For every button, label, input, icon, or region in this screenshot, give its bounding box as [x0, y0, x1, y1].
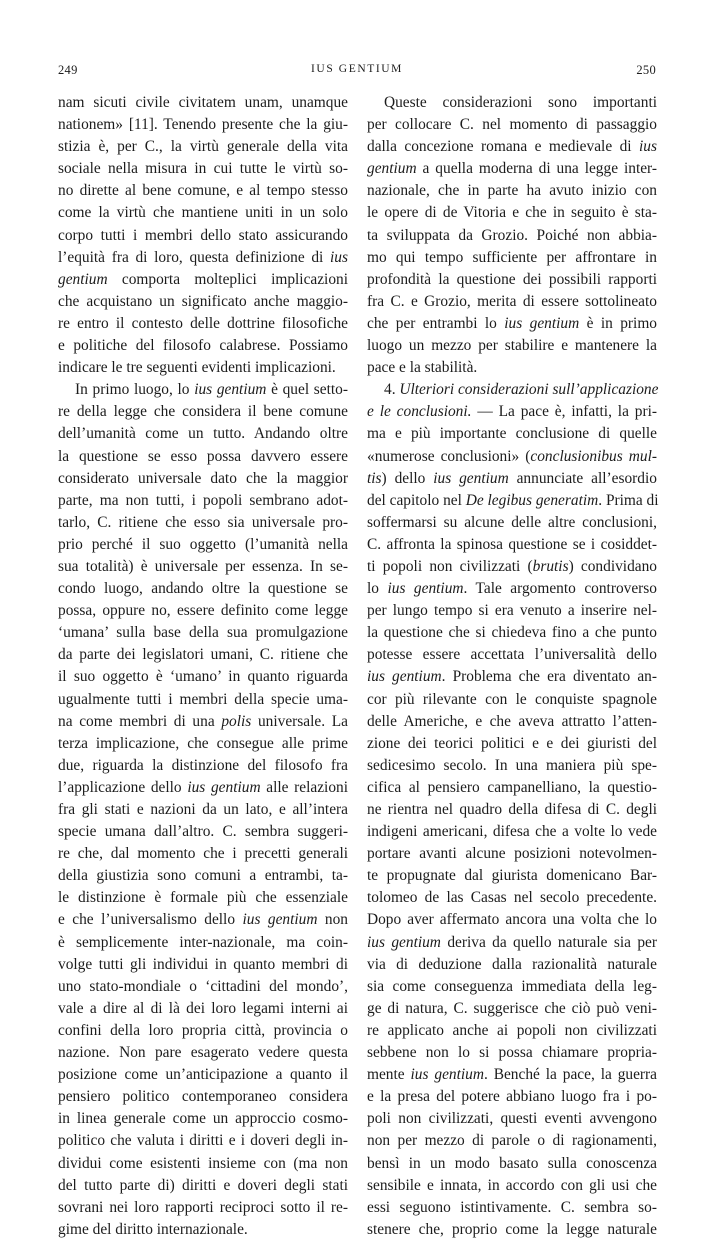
running-title: IUS GENTIUM — [310, 63, 404, 75]
text-line: nationem» [11]. Tenendo presente che la giu- — [58, 116, 348, 134]
text-line: stizia è, per C., la virtù generale della vita — [58, 138, 348, 156]
text-line: mo qui tempo sufficiente per affrontare in — [367, 248, 657, 266]
text-line: le opere di de Vitoria e che in seguito è sta- — [367, 204, 657, 222]
text-line: no dirette al bene comune, e al tempo stesso — [58, 182, 348, 200]
text-line: In primo luogo, lo ius gentium è quel setto- — [75, 381, 348, 399]
text-line: 4. Ulteriori considerazioni sull’applicazione — [384, 381, 659, 399]
text-line: prio perché il suo oggetto (l’umanità nella — [58, 535, 348, 553]
text-line: Queste considerazioni sono importanti — [384, 94, 657, 111]
text-line: e politiche del filosofo calabrese. Possiamo — [58, 337, 348, 355]
text-line: sia come conseguenza immediata della leg- — [367, 977, 657, 995]
text-line: stenere che, proprio come la legge naturale — [367, 1220, 657, 1238]
text-line: fra C. e Grozio, merita di essere sottolineato — [367, 292, 657, 310]
text-line: sovrani nei loro rapporti reciproci sotto il re- — [58, 1198, 348, 1216]
text-line: vale a dire al di là dei loro legami interni ai — [58, 999, 348, 1017]
text-line: della giustizia sono comuni a entrambi, ta- — [58, 867, 348, 885]
text-line: non per mezzo di parole o di ragionamenti, — [367, 1132, 657, 1150]
text-line: è semplicemente inter-nazionale, ma coin- — [58, 933, 348, 951]
text-line: potesse essere accettata l’universalità dello — [367, 646, 657, 664]
text-line: cifica al pensiero campanelliano, la questio- — [367, 778, 657, 796]
text-line: e le conclusioni. — La pace è, infatti, la pri- — [367, 403, 657, 421]
text-line: del capitolo nel De legibus generatim. Prima di — [367, 491, 659, 509]
text-line: dell’umanità come un tutto. Andando oltre — [58, 425, 348, 443]
text-line: soffermarsi su alcune delle altre conclusioni, — [367, 513, 657, 531]
text-line: corpo tutti i membri dello stato assicurando — [58, 226, 348, 244]
text-line: ma e più importante conclusione di quelle — [367, 425, 657, 443]
text-line: le distinzione è formale più che essenziale — [58, 889, 348, 907]
text-line: parte, ma non tutti, i popoli sembrano adot- — [58, 491, 348, 509]
text-line: nazione. Non pare esagerato vedere questa — [58, 1044, 348, 1062]
text-line: gentium comporta molteplici implicazioni — [58, 270, 348, 288]
text-line: nazionale, che in parte ha avuto inizio con — [367, 182, 657, 200]
text-line: ius gentium deriva da quello naturale sia per — [367, 933, 657, 951]
text-line: e la presa del potere abbiano luogo fra i po- — [367, 1088, 657, 1106]
text-line: sensibile e innata, in accordo con gli usi che — [367, 1176, 657, 1194]
text-line: delle Americhe, e che aveva attratto l’atten- — [367, 712, 657, 730]
text-line: re della legge che considera il bene comune — [58, 403, 348, 421]
text-line: te propugnate dal giurista domenicano Bar- — [367, 867, 657, 885]
text-line: ‘umana’ sulla base della sua promulgazione — [58, 624, 348, 642]
text-line: sebbene non lo si possa chiamare propria- — [367, 1044, 657, 1062]
text-line: posizione come un’anticipazione a quanto il — [58, 1066, 348, 1084]
text-line: ius gentium. Problema che era diventato an- — [367, 668, 657, 686]
text-line: la questione che si chiedeva fino a che punto — [367, 624, 657, 642]
text-line: gentium a quella moderna di una legge inter- — [367, 160, 657, 178]
text-line: indicare le tre seguenti evidenti implicazioni. — [58, 359, 336, 377]
left-column — [58, 92, 348, 1241]
text-line: sociale nella misura in cui tutte le virtù so- — [58, 160, 348, 178]
text-line: che acquistano un significato anche maggio- — [58, 292, 348, 310]
text-line: lo ius gentium. Tale argomento controverso — [367, 580, 657, 598]
text-line: portare avanti alcune posizioni notevolmen- — [367, 845, 657, 863]
page-number-left: 249 — [58, 63, 78, 77]
text-line: ti popoli non civilizzati (brutis) condividano — [367, 557, 657, 575]
text-line: Dopo aver affermato ancora una volta che lo — [367, 911, 657, 929]
text-line: ge di natura, C. suggerisce che ciò può veni- — [367, 999, 657, 1017]
text-line: re entro il contesto delle dottrine filosofiche — [58, 314, 348, 332]
text-line: essi seguono istintivamente. C. sembra so- — [367, 1198, 657, 1216]
text-line: terza implicazione, che consegue alle prime — [58, 734, 348, 752]
text-line: C. affronta la spinosa questione se i cosiddet- — [367, 535, 657, 553]
text-line: cor più rilevante con le conquiste spagnole — [367, 690, 657, 708]
text-line: la questione se esso possa davvero essere — [58, 447, 348, 465]
right-column — [367, 92, 657, 1241]
text-line: re che, dal momento che i precetti generali — [58, 845, 348, 863]
text-line: come la virtù che mantiene uniti in un solo — [58, 204, 348, 222]
text-line: fra gli stati e nazioni da un lato, e all’intera — [58, 801, 348, 818]
text-line: l’equità fra di loro, questa definizione di ius — [58, 248, 348, 266]
text-line: sua totalità) è universale per essenza. In se- — [58, 557, 348, 575]
text-line: uno stato-mondiale o ‘cittadini del mondo’, — [58, 977, 348, 995]
text-line: na come membri di una polis universale. La — [58, 712, 348, 730]
running-header — [58, 63, 656, 83]
text-line: pensiero politico contemporaneo considera — [58, 1088, 348, 1106]
text-line: poli non civilizzati, questi eventi avvengono — [367, 1110, 657, 1128]
text-line: mente ius gentium. Benché la pace, la guerra — [367, 1066, 658, 1084]
text-line: tis) dello ius gentium annunciate all’esordio — [367, 469, 657, 487]
text-line: in linea generale come un approccio cosmo- — [58, 1110, 348, 1128]
text-line: il suo oggetto è ‘umano’ in quanto riguarda — [58, 668, 348, 686]
text-line: considerato universale dato che la maggior — [58, 469, 348, 487]
text-line: profondità la questione dei possibili rapporti — [367, 270, 657, 288]
text-line: condo luogo, andando oltre la questione se — [58, 580, 348, 598]
text-line: volge tutti gli individui in quanto membri di — [58, 955, 348, 973]
page-number-right: 250 — [636, 63, 656, 77]
text-line: che per entrambi lo ius gentium è in primo — [367, 314, 657, 332]
text-line: pace e la stabilità. — [367, 359, 478, 377]
text-line: ta sviluppata da Grozio. Poiché non abbia- — [367, 226, 657, 244]
text-line: ugualmente tutti i membri della specie uma- — [58, 690, 348, 708]
text-line: indigeni americani, difesa che a volte lo vede — [367, 823, 657, 841]
text-line: re applicato anche ai popoli non civilizzati — [367, 1021, 657, 1039]
text-line: specie umana dall’altro. C. sembra suggeri- — [58, 823, 348, 841]
text-line: sedicesimo secolo. In una maniera più spe- — [367, 756, 657, 774]
text-line: zione dei teorici politici e e dei giuristi del — [367, 734, 657, 752]
text-line: per collocare C. nel momento di passaggio — [367, 116, 657, 134]
text-line: ne rientra nel quadro della difesa di C. degli — [367, 801, 657, 818]
text-line: del tutto parte di) diritti e doveri degli stati — [58, 1176, 348, 1194]
text-line: due, riguarda la distinzione del filosofo fra — [58, 756, 348, 774]
text-line: «numerose conclusioni» (conclusionibus mul- — [367, 447, 657, 465]
text-line: politico che valuta i diritti e i doveri degli in- — [58, 1132, 348, 1150]
text-line: possa, oppure no, essere definito come legge — [58, 602, 348, 620]
text-line: e che l’universalismo dello ius gentium non — [58, 911, 348, 929]
text-line: dalla concezione romana e medievale di ius — [367, 138, 657, 156]
text-line: dividui come esistenti insieme con (ma non — [58, 1154, 348, 1172]
text-line: tarlo, C. ritiene che esso sia universale pro- — [58, 513, 348, 531]
text-line: via di deduzione dalla razionalità naturale — [367, 955, 657, 973]
text-line: luogo un mezzo per stabilire e mantenere la — [367, 337, 657, 355]
text-line: tolomeo de las Casas nel secolo precedente. — [367, 889, 657, 907]
text-line: per lungo tempo si era venuto a inserire nel- — [367, 602, 657, 620]
text-line: gime del diritto internazionale. — [58, 1220, 248, 1238]
text-line: confini della loro propria città, provincia o — [58, 1021, 348, 1039]
text-line: bensì in un modo basato sulla conoscenza — [367, 1154, 657, 1172]
text-line: l’applicazione dello ius gentium alle relazioni — [58, 778, 348, 796]
text-line: nam sicuti civile civitatem unam, unamque — [58, 94, 348, 111]
text-line: da parte dei legislatori umani, C. ritiene che — [58, 646, 348, 664]
